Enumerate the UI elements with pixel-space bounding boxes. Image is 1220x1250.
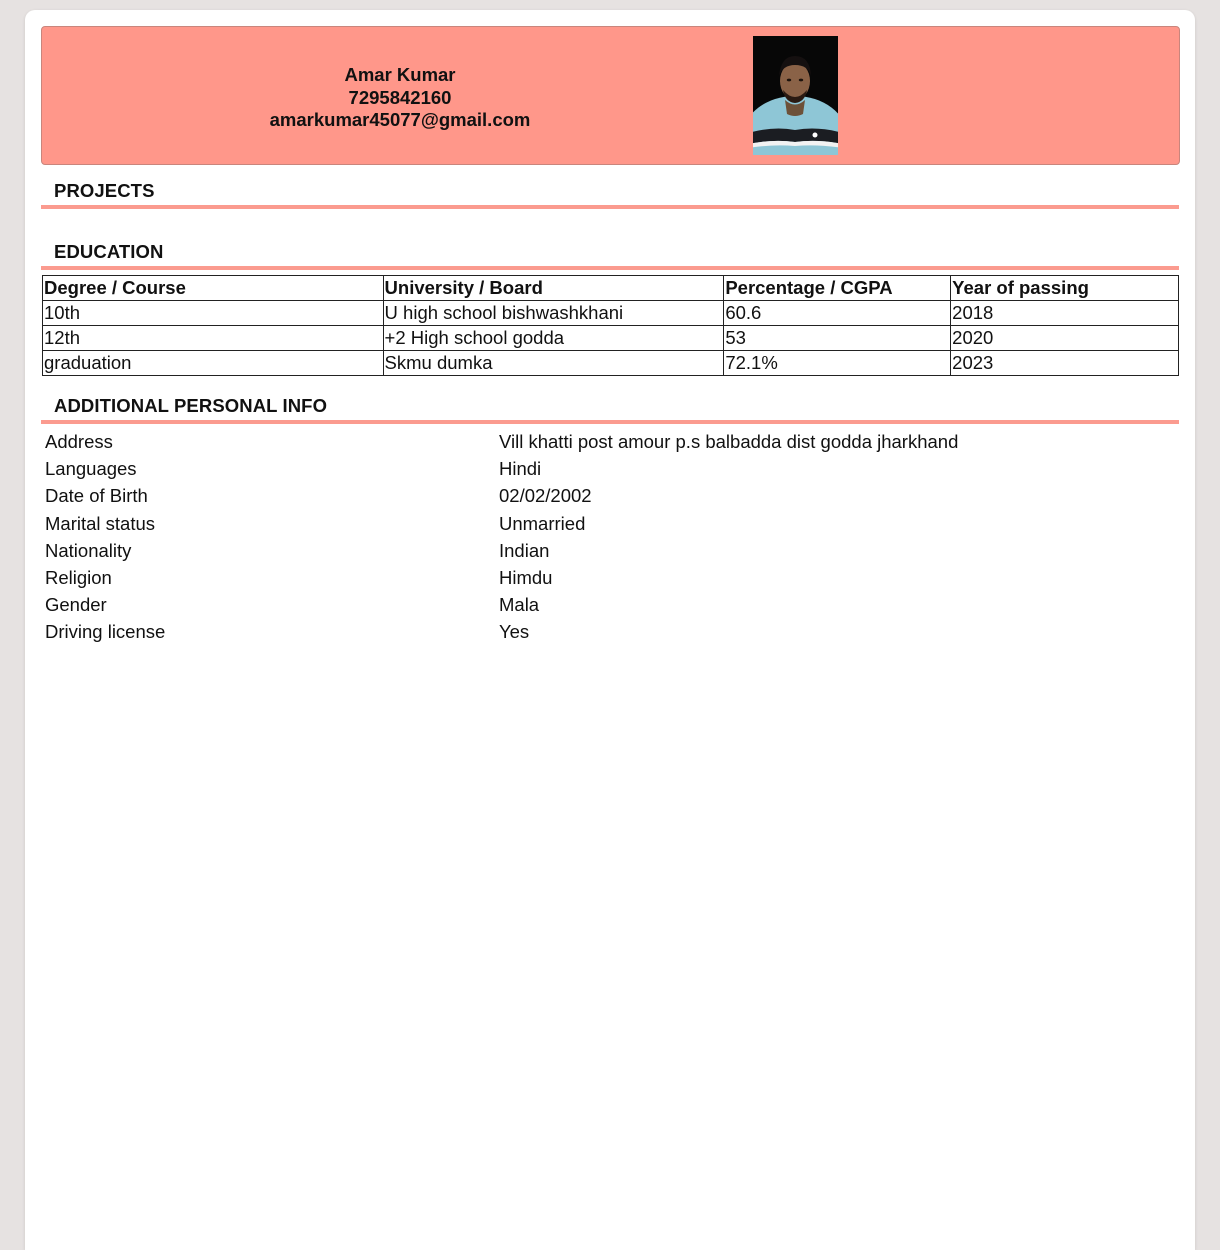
info-row-driving-license xyxy=(45,618,1175,645)
info-value: 02/02/2002 xyxy=(499,485,592,507)
info-row-address xyxy=(45,428,1175,455)
info-label: Marital status xyxy=(45,512,156,534)
column-header: University / Board xyxy=(383,276,724,301)
education-table xyxy=(42,275,1179,376)
table-cell: Skmu dumka xyxy=(383,351,724,376)
table-cell: 10th xyxy=(43,301,384,326)
info-label: Religion xyxy=(45,566,112,588)
info-value: Himdu xyxy=(499,566,553,588)
info-label: Address xyxy=(45,431,113,452)
personal-info-list xyxy=(45,428,1175,646)
profile-photo xyxy=(753,36,838,155)
info-label: Date of Birth xyxy=(45,485,148,507)
table-row xyxy=(43,301,1179,326)
info-label: Driving license xyxy=(45,621,166,643)
column-header: Year of passing xyxy=(951,276,1179,301)
table-cell: 2018 xyxy=(951,301,1179,326)
column-header: Percentage / CGPA xyxy=(724,276,951,301)
table-cell: graduation xyxy=(43,351,384,376)
table-cell: +2 High school godda xyxy=(383,326,724,351)
table-cell: 53 xyxy=(724,326,951,351)
info-value: Hindi xyxy=(499,458,542,480)
info-row-marital-status xyxy=(45,510,1175,537)
info-row-nationality xyxy=(45,537,1175,564)
personal-info-divider xyxy=(41,420,1179,424)
info-row-languages xyxy=(45,455,1175,482)
resume-header xyxy=(41,26,1180,165)
info-label: Languages xyxy=(45,458,137,480)
projects-divider xyxy=(41,205,1179,209)
contact-block xyxy=(242,64,558,132)
info-row-gender xyxy=(45,591,1175,618)
education-header-row xyxy=(43,276,1179,301)
table-cell: 2020 xyxy=(951,326,1179,351)
table-row xyxy=(43,351,1179,376)
education-title: EDUCATION xyxy=(54,241,164,262)
info-value: Vill khatti post amour p.s balbadda dist godda jharkhand xyxy=(499,431,959,452)
projects-title: PROJECTS xyxy=(54,180,155,201)
info-value: Yes xyxy=(499,621,530,643)
table-cell: 60.6 xyxy=(724,301,951,326)
table-cell: 12th xyxy=(43,326,384,351)
info-label: Nationality xyxy=(45,539,132,561)
table-cell: 2023 xyxy=(951,351,1179,376)
candidate-phone: 7295842160 xyxy=(348,86,452,108)
table-cell: U high school bishwashkhani xyxy=(383,301,724,326)
candidate-name: Amar Kumar xyxy=(344,64,456,85)
table-row xyxy=(43,326,1179,351)
info-value: Indian xyxy=(499,539,550,561)
personal-info-title: ADDITIONAL PERSONAL INFO xyxy=(54,395,328,416)
table-cell: 72.1% xyxy=(724,351,951,376)
candidate-email: amarkumar45077@gmail.com xyxy=(269,109,531,130)
resume-page xyxy=(25,10,1195,1250)
info-row-religion xyxy=(45,564,1175,591)
info-row-date-of-birth xyxy=(45,482,1175,509)
info-label: Gender xyxy=(45,594,107,616)
column-header: Degree / Course xyxy=(43,276,384,301)
info-value: Unmarried xyxy=(499,512,586,534)
education-divider xyxy=(41,266,1179,270)
info-value: Mala xyxy=(499,594,540,616)
